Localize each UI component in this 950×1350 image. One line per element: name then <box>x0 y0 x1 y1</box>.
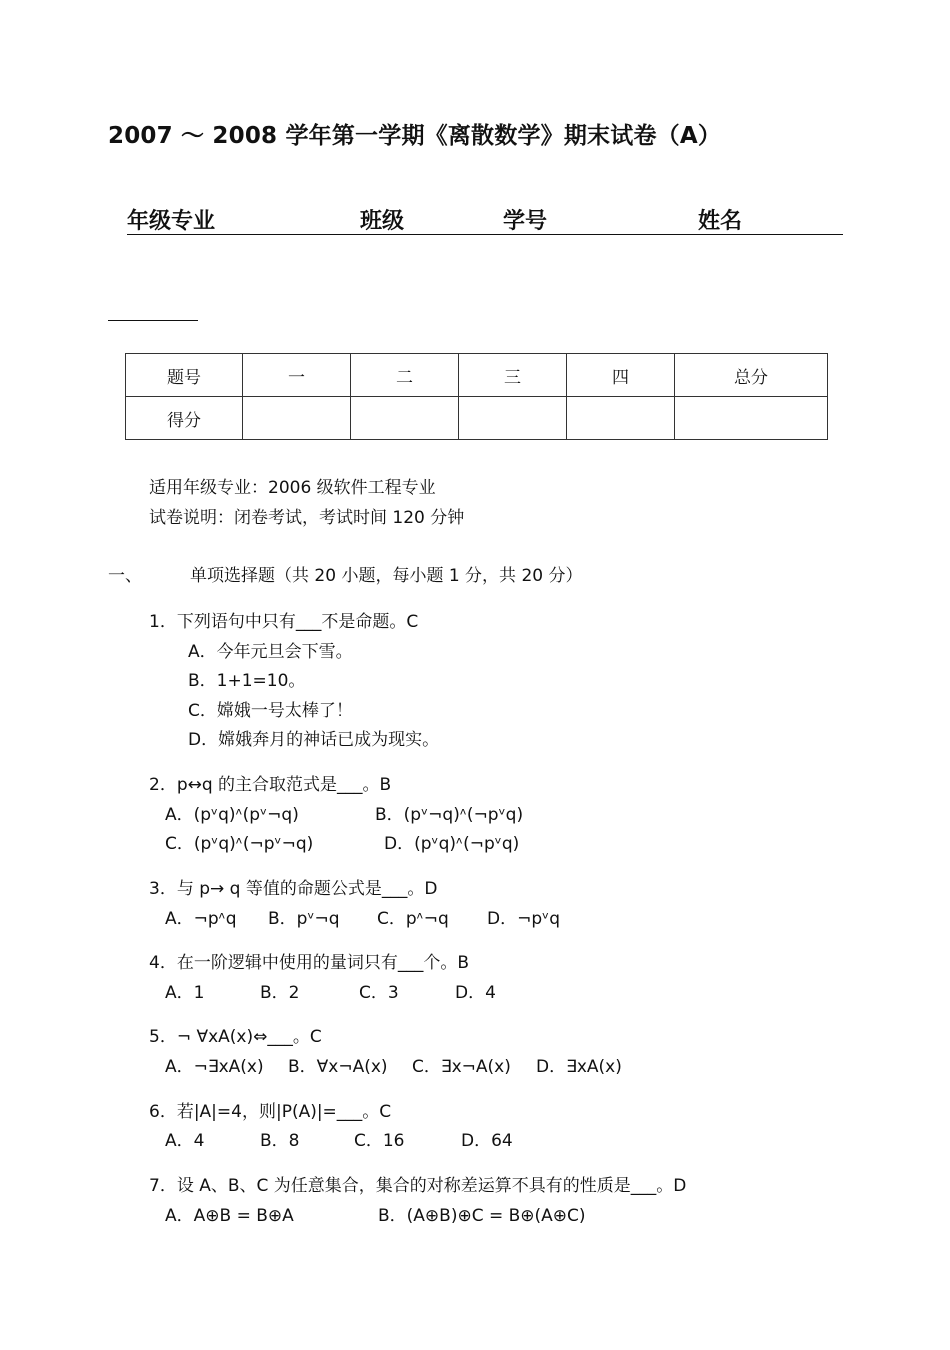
question-option: A．1 <box>165 983 205 1003</box>
score-cell: 三 <box>459 354 567 397</box>
grade-major-label: 年级专业 <box>127 209 216 234</box>
class-label: 班级 <box>360 209 405 234</box>
question-option: C．嫦娥一号太棒了！ <box>188 701 353 721</box>
question-option: B．(pᵛ¬q)ᶺ(¬pᵛq) <box>375 805 524 825</box>
score-cell: 二 <box>351 354 459 397</box>
question-option: B．pᵛ¬q <box>268 909 340 929</box>
question-option: D．64 <box>461 1131 513 1151</box>
student-info-row <box>127 204 843 235</box>
score-cell: 总分 <box>675 354 828 397</box>
question-option: D．4 <box>455 983 496 1003</box>
score-table-score-row <box>126 397 828 440</box>
question-option: A．今年元旦会下雪。 <box>188 642 353 662</box>
question-option: A．4 <box>165 1131 205 1151</box>
question-stem: 7．设 A、B、C 为任意集合，集合的对称差运算不具有的性质是___。D <box>149 1176 687 1196</box>
applicable-major: 适用年级专业：2006 级软件工程专业 <box>149 478 436 498</box>
question-option: A．¬∃xA(x) <box>165 1057 264 1077</box>
score-input-cell[interactable] <box>675 397 828 440</box>
score-cell: 一 <box>243 354 351 397</box>
score-input-cell[interactable] <box>567 397 675 440</box>
section-number: 一、 <box>108 566 142 586</box>
question-stem: 3．与 p→ q 等值的命题公式是___。D <box>149 879 438 899</box>
question-stem: 1．下列语句中只有___不是命题。C <box>149 612 419 632</box>
exam-note: 试卷说明：闭卷考试，考试时间 120 分钟 <box>149 508 465 528</box>
question-stem: 4．在一阶逻辑中使用的量词只有___个。B <box>149 953 469 973</box>
score-cell: 题号 <box>126 354 243 397</box>
exam-title: 2007 ～ 2008 学年第一学期《离散数学》期末试卷（A） <box>108 123 722 149</box>
question-option: C．(pᵛq)ᶺ(¬pᵛ¬q) <box>165 834 314 854</box>
question-option: B．∀x¬A(x) <box>288 1057 388 1077</box>
question-option: D．∃xA(x) <box>536 1057 622 1077</box>
question-option: D．(pᵛq)ᶺ(¬pᵛq) <box>384 834 520 854</box>
question-option: D．嫦娥奔月的神话已成为现实。 <box>188 730 440 750</box>
score-cell: 得分 <box>126 397 243 440</box>
question-option: A．(pᵛq)ᶺ(pᵛ¬q) <box>165 805 299 825</box>
question-option: B．2 <box>260 983 300 1003</box>
score-input-cell[interactable] <box>243 397 351 440</box>
question-option: D．¬pᵛq <box>487 909 561 929</box>
question-option: C．∃x¬A(x) <box>412 1057 511 1077</box>
question-option: C．3 <box>359 983 399 1003</box>
question-option: A．A⊕B = B⊕A <box>165 1206 294 1226</box>
question-stem: 6．若|A|=4，则|P(A)|=___。C <box>149 1102 392 1122</box>
section-title: 单项选择题（共 20 小题，每小题 1 分，共 20 分） <box>190 566 583 586</box>
score-input-cell[interactable] <box>351 397 459 440</box>
score-table-header-row <box>126 354 828 397</box>
question-stem: 5．¬ ∀xA(x)⇔___。C <box>149 1027 322 1047</box>
question-option: C．pᶺ¬q <box>377 909 449 929</box>
student-id-label: 学号 <box>503 209 548 234</box>
question-option: B．1+1=10。 <box>188 671 306 691</box>
question-stem: 2．p↔q 的主合取范式是___。B <box>149 775 392 795</box>
question-option: A．¬pᶺq <box>165 909 237 929</box>
name-underline-continuation <box>108 320 198 321</box>
name-label: 姓名 <box>698 209 743 234</box>
score-cell: 四 <box>567 354 675 397</box>
question-option: B．8 <box>260 1131 300 1151</box>
section-heading <box>108 561 583 586</box>
score-input-cell[interactable] <box>459 397 567 440</box>
score-table <box>125 353 828 440</box>
question-option: B．(A⊕B)⊕C = B⊕(A⊕C) <box>378 1206 586 1226</box>
question-option: C．16 <box>354 1131 405 1151</box>
